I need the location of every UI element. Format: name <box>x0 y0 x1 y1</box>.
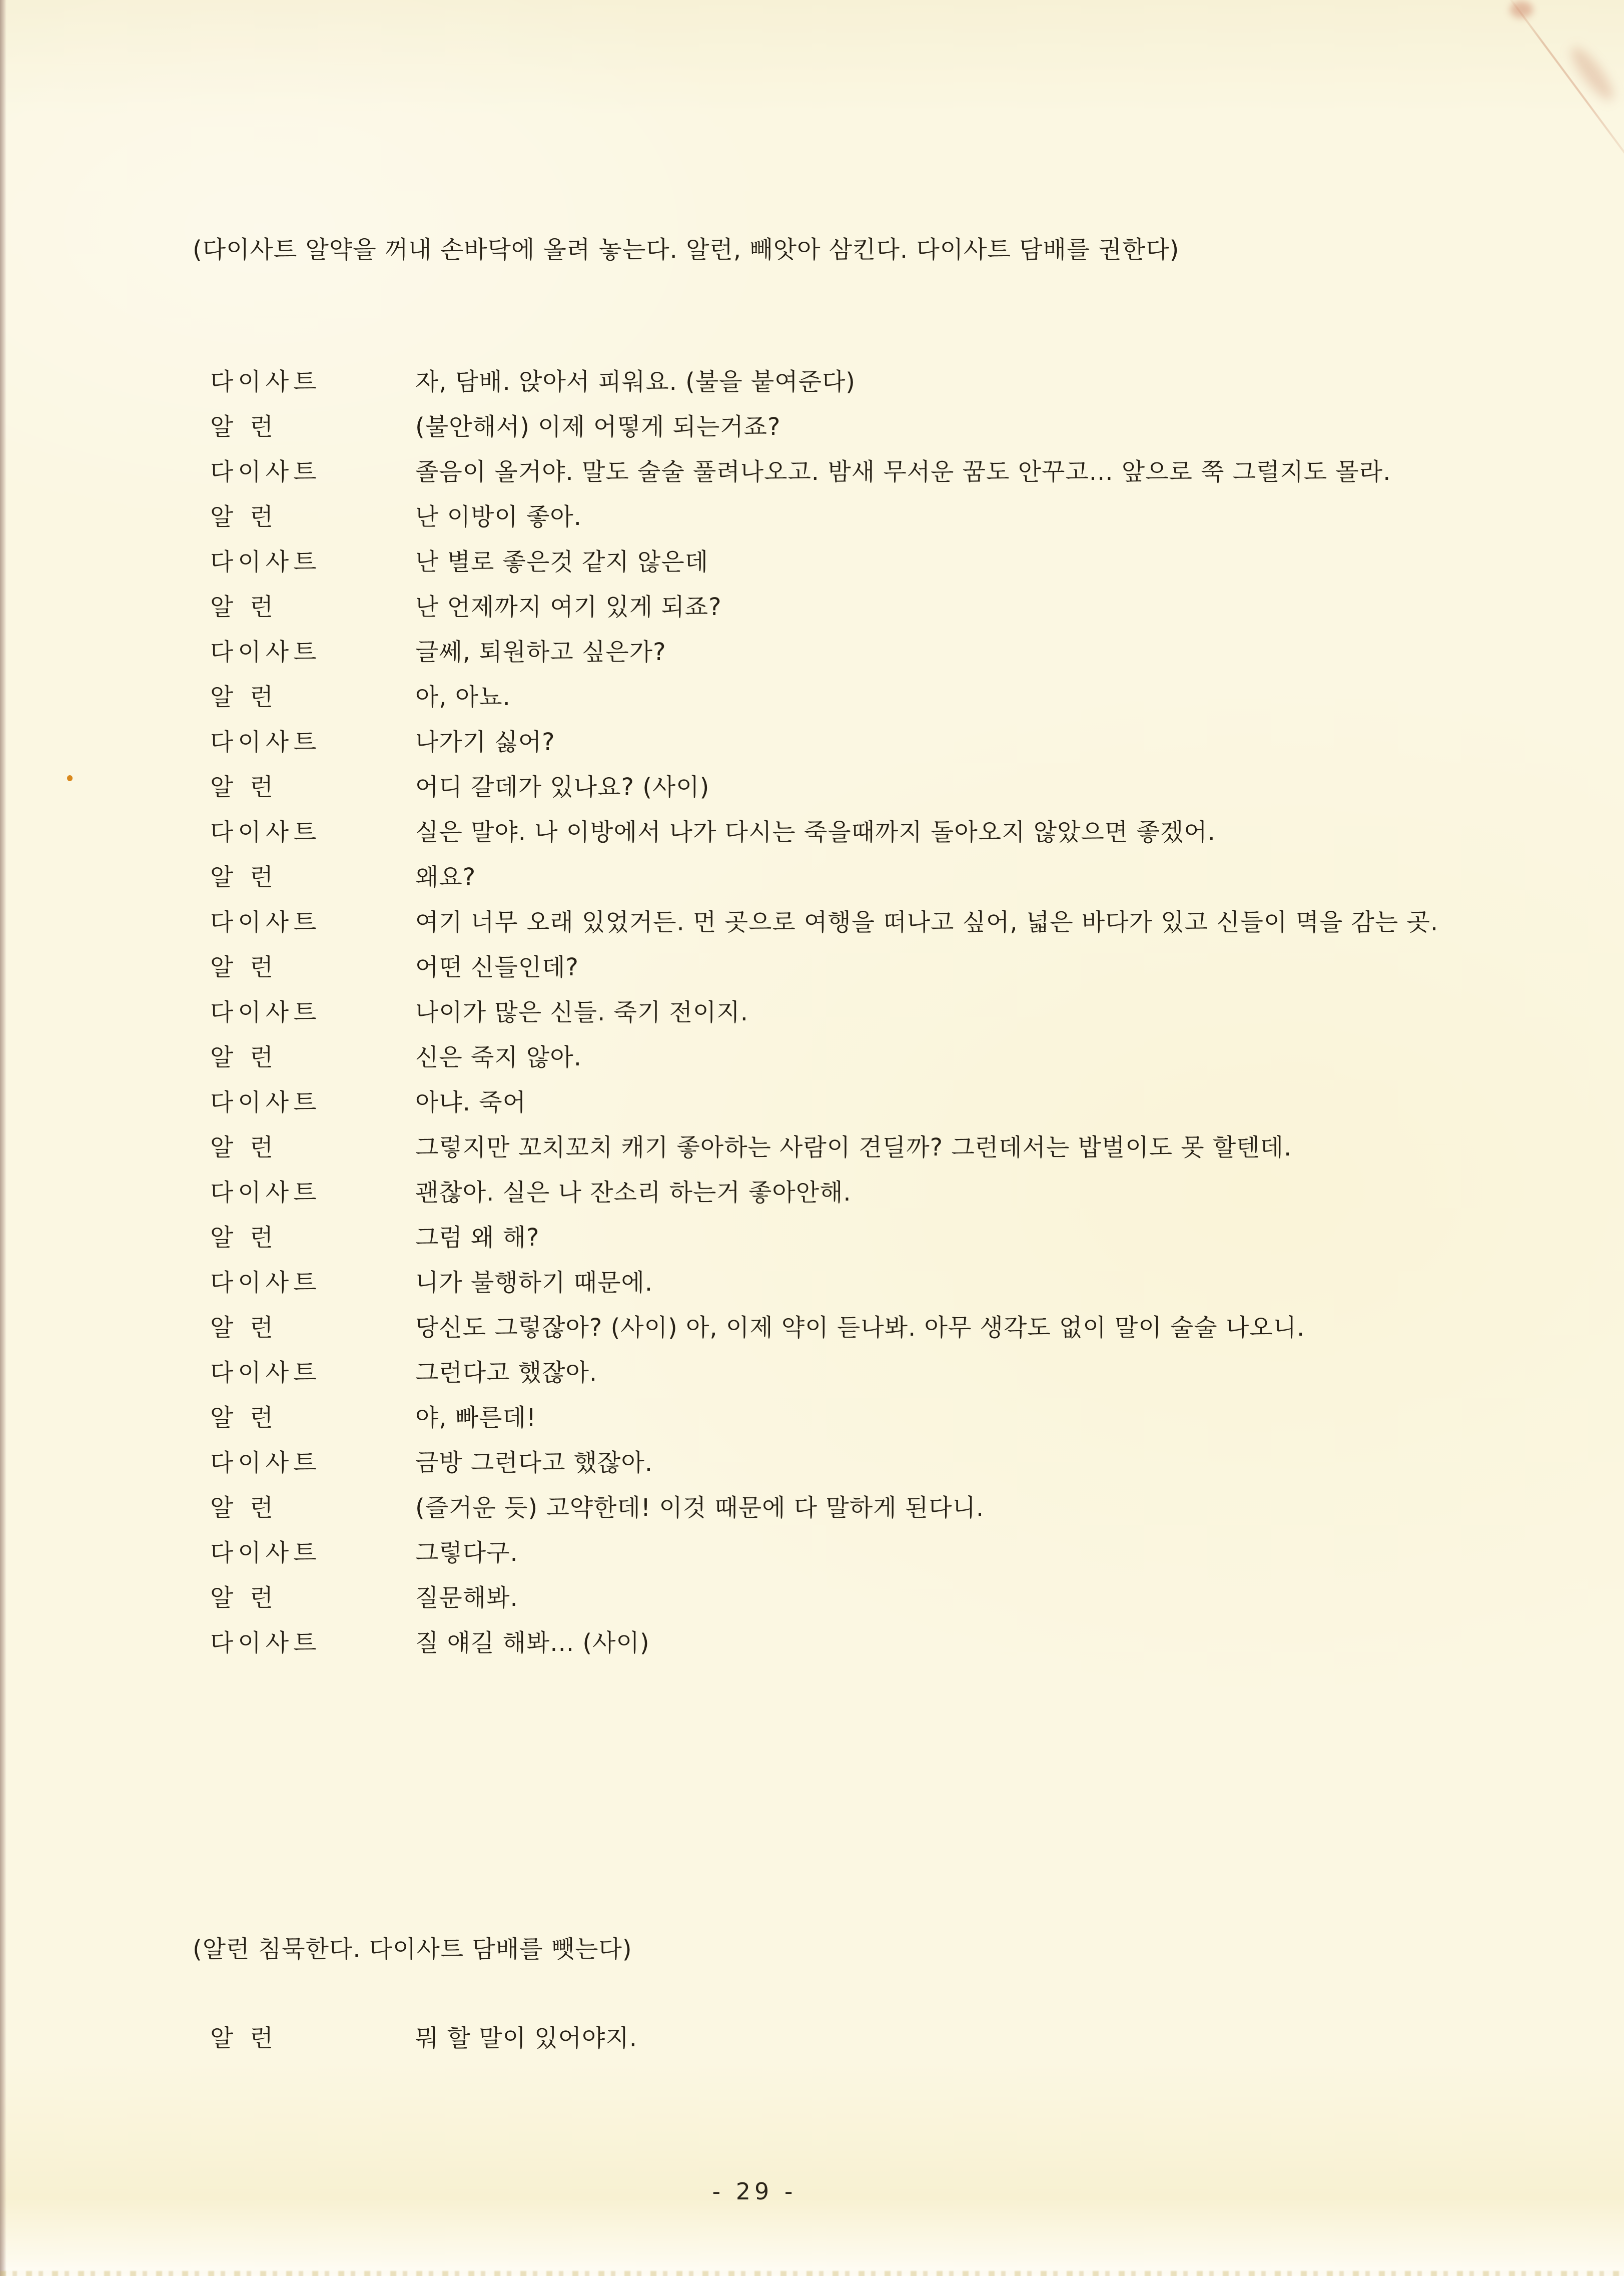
speaker-name: 다이사트 <box>210 908 321 936</box>
dialogue-text: 괜찮아. 실은 나 잔소리 하는거 좋아안해. <box>415 1179 852 1207</box>
dialogue-row <box>210 1170 1446 1215</box>
dialogue-row <box>210 1620 1446 1665</box>
dialogue-text: 질 얘길 해봐... (사이) <box>415 1629 650 1657</box>
dialogue-row <box>210 1080 1446 1125</box>
dialogue-text: 난 언제까지 여기 있게 되죠? <box>415 593 722 621</box>
speaker-name: 다이사트 <box>210 1539 321 1567</box>
speaker-name: 다이사트 <box>210 998 321 1026</box>
dialogue-text: 니가 불행하기 때문에. <box>415 1269 653 1297</box>
dialogue-text: (즐거운 듯) 고약한데! 이것 때문에 다 말하게 된다니. <box>415 1494 985 1522</box>
speaker-name: 다이사트 <box>210 728 321 756</box>
scan-left-edge-shadow <box>0 0 7 2276</box>
dialogue-row <box>210 585 1446 630</box>
dialogue-text: 당신도 그렇잖아? (사이) 아, 이제 약이 듣나봐. 아무 생각도 없이 말이 술술 나오니. <box>415 1314 1305 1342</box>
page-number: - 29 - <box>712 2178 797 2205</box>
speaker-name: 알 런 <box>210 1404 278 1432</box>
speaker-name: 다이사트 <box>210 368 321 396</box>
dialogue-row <box>210 539 1446 585</box>
speaker-name: 알 런 <box>210 593 278 621</box>
corner-stain-mark <box>1510 1 1533 18</box>
dialogue-text: 난 별로 좋은것 같지 않은데 <box>415 548 709 576</box>
dialogue-row <box>210 1125 1446 1170</box>
speaker-name: 알 런 <box>210 1133 278 1162</box>
dialogue-text: 아, 아뇨. <box>415 683 511 711</box>
dialogue-row <box>210 765 1446 810</box>
speaker-name: 다이사트 <box>210 818 321 846</box>
speaker-name: 알 런 <box>210 773 278 801</box>
orange-speck-mark <box>67 775 73 781</box>
dialogue-text: 글쎄, 퇴원하고 싶은가? <box>415 638 666 666</box>
speaker-name: 알 런 <box>210 1314 278 1342</box>
speaker-name: 알 런 <box>210 1494 278 1522</box>
dialogue-text: 야, 빠른데! <box>415 1404 537 1432</box>
dialogue-text: 그런다고 했잖아. <box>415 1359 598 1387</box>
dialogue-row <box>210 1350 1446 1395</box>
speaker-name: 알 런 <box>210 1584 278 1612</box>
dialogue-text: 실은 말야. 나 이방에서 나가 다시는 죽을때까지 돌아오지 않았으면 좋겠어. <box>415 818 1216 846</box>
dialogue-list <box>210 359 1446 1665</box>
dialogue-row <box>210 1035 1446 1080</box>
dialogue-text: 신은 죽지 않아. <box>415 1043 582 1071</box>
speaker-name: 다이사트 <box>210 1179 321 1207</box>
speaker-name: 알 런 <box>210 2024 278 2052</box>
dialogue-text: 어디 갈데가 있나요? (사이) <box>415 773 710 801</box>
scan-bottom-edge <box>0 2276 1624 2290</box>
speaker-name: 알 런 <box>210 413 278 441</box>
stage-direction-closing: (알런 침묵한다. 다이사트 담배를 뺏는다) <box>193 1935 632 1963</box>
speaker-name: 알 런 <box>210 503 278 531</box>
speaker-name: 다이사트 <box>210 638 321 666</box>
speaker-name: 다이사트 <box>210 1088 321 1116</box>
dialogue-row <box>210 449 1446 494</box>
speaker-name: 알 런 <box>210 863 278 891</box>
dialogue-text: 질문해봐. <box>415 1584 518 1612</box>
speaker-name: 다이사트 <box>210 1449 321 1477</box>
speaker-name: 다이사트 <box>210 1269 321 1297</box>
dialogue-text: 나이가 많은 신들. 죽기 전이지. <box>415 998 748 1026</box>
stage-direction-opening: (다이사트 알약을 꺼내 손바닥에 올려 놓는다. 알런, 빼앗아 삼킨다. 다이사트 담배를 권한다) <box>193 236 1180 264</box>
dialogue-row <box>210 2016 1446 2061</box>
dialogue-text: 자, 담배. 앉아서 피워요. (불을 붙여준다) <box>415 368 856 396</box>
dialogue-text: 여기 너무 오래 있었거든. 먼 곳으로 여행을 떠나고 싶어, 넓은 바다가 있고 신들이 멱을 감는 곳. <box>415 908 1439 936</box>
dialogue-text: 금방 그런다고 했잖아. <box>415 1449 653 1477</box>
dialogue-text: 그렇다구. <box>415 1539 518 1567</box>
dialogue-text: 졸음이 올거야. 말도 술술 풀려나오고. 밤새 무서운 꿈도 안꾸고... 앞으로 쭉 그럴지도 몰라. <box>415 458 1391 486</box>
speaker-name: 다이사트 <box>210 1629 321 1657</box>
speaker-name: 다이사트 <box>210 458 321 486</box>
speaker-name: 다이사트 <box>210 548 321 576</box>
dialogue-text: 뭐 할 말이 있어야지. <box>415 2024 637 2052</box>
dialogue-row <box>210 855 1446 900</box>
dialogue-row <box>210 1530 1446 1575</box>
dialogue-row <box>210 810 1446 855</box>
speaker-name: 알 런 <box>210 1224 278 1252</box>
corner-stain-smudge <box>1565 42 1620 106</box>
dialogue-row <box>210 1485 1446 1530</box>
dialogue-text: 그럼 왜 해? <box>415 1224 540 1252</box>
dialogue-row <box>210 1440 1446 1485</box>
dialogue-text: 어떤 신들인데? <box>415 953 579 981</box>
dialogue-row <box>210 675 1446 720</box>
dialogue-row <box>210 990 1446 1035</box>
dialogue-row <box>210 1395 1446 1440</box>
dialogue-text: 그렇지만 꼬치꼬치 캐기 좋아하는 사람이 견딜까? 그런데서는 밥벌이도 못 할텐데. <box>415 1133 1292 1162</box>
dialogue-text: 아냐. 죽어 <box>415 1088 526 1116</box>
speaker-name: 알 런 <box>210 1043 278 1071</box>
dialogue-row <box>210 1305 1446 1350</box>
dialogue-row <box>210 900 1446 945</box>
dialogue-text: (불안해서) 이제 어떻게 되는거죠? <box>415 413 781 441</box>
dialogue-text: 난 이방이 좋아. <box>415 503 582 531</box>
speaker-name: 다이사트 <box>210 1359 321 1387</box>
speaker-name: 알 런 <box>210 683 278 711</box>
dialogue-row <box>210 359 1446 404</box>
dialogue-text: 왜요? <box>415 863 476 891</box>
dialogue-row <box>210 720 1446 765</box>
dialogue-row <box>210 1260 1446 1305</box>
dialogue-row <box>210 404 1446 449</box>
speaker-name: 알 런 <box>210 953 278 981</box>
closing-dialogue-row <box>210 2016 1446 2061</box>
dialogue-row <box>210 945 1446 990</box>
dialogue-row <box>210 494 1446 539</box>
dialogue-text: 나가기 싫어? <box>415 728 555 756</box>
dialogue-row <box>210 1575 1446 1620</box>
dialogue-row <box>210 1215 1446 1260</box>
dialogue-row <box>210 630 1446 675</box>
